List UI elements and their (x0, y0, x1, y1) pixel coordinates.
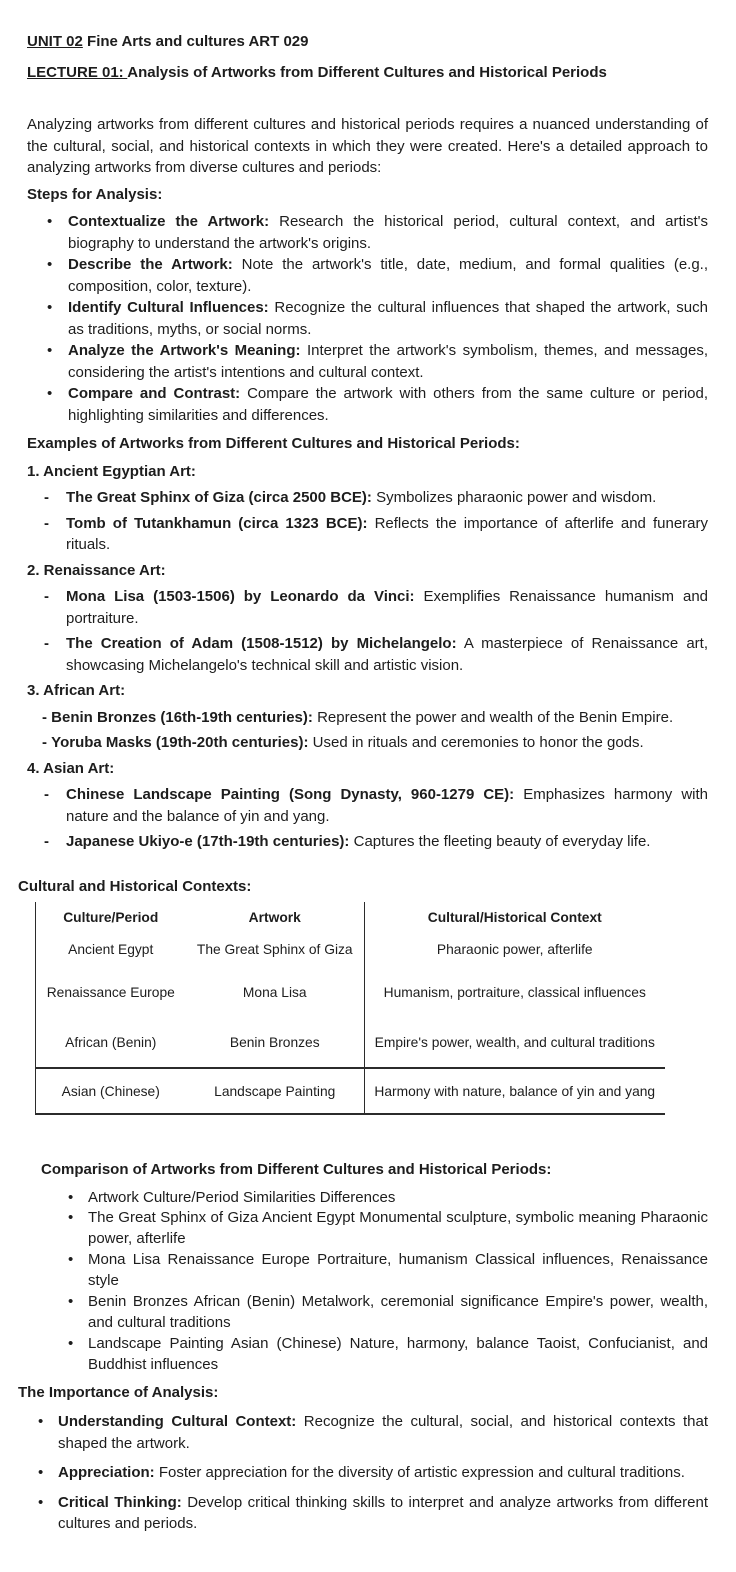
item-body: Interpret the artwork's symbolism, themes, and messages, considering the artist's intentions and cultural context. (68, 342, 708, 381)
bullet-icon: • (38, 1413, 44, 1431)
examples-heading: Examples of Artworks from Different Cultures and Historical Periods: (27, 435, 520, 452)
list-item-text (66, 586, 708, 629)
list-item-text (66, 784, 708, 827)
item-body: Captures the fleeting beauty of everyday life. (353, 833, 651, 850)
table-cell: African (Benin) (36, 1018, 186, 1068)
bullet-icon: • (47, 342, 53, 359)
item-body: Reflects the importance of afterlife and funerary rituals. (66, 514, 708, 553)
table-cell: Mona Lisa (242, 984, 307, 1000)
group-title: 3. African Art: (27, 682, 126, 699)
list-item-text (66, 831, 708, 853)
item-body: Research the historical period, cultural context, and artist's biography to understand the artwork's origins. (68, 213, 708, 252)
example-group-egyptian (27, 461, 708, 556)
item-lead: Mona Lisa (1503-1506) by Leonardo da Vinci: (66, 588, 415, 605)
list-item (38, 1492, 708, 1535)
item-body: Develop critical thinking skills to interpret and analyze artworks from different cultures and periods. (58, 1493, 708, 1533)
example-group-african (27, 680, 708, 754)
item-lead: Benin Bronzes (16th-19th centuries): (51, 708, 313, 726)
example-group-renaissance (27, 560, 708, 677)
list-item-text (68, 297, 708, 340)
unit-title (27, 31, 708, 53)
item-lead: Japanese Ukiyo-e (17th-19th centuries): (66, 833, 350, 850)
intro-paragraph: Analyzing artworks from different cultures and historical periods requires a nuanced understanding of the cultural, social, and historical contexts in which they were created. Here's a detailed approach to analyzing artworks from diverse cultures and periods: (27, 116, 708, 176)
contexts-heading: Cultural and Historical Contexts: (18, 877, 252, 895)
list-item-text (68, 383, 708, 426)
group-title: 1. Ancient Egyptian Art: (27, 462, 196, 480)
table-row (36, 1018, 665, 1068)
dash-marker: - (42, 734, 47, 751)
item-lead: Yoruba Masks (19th-20th centuries): (51, 734, 309, 751)
comparison-heading: Comparison of Artworks from Different Cultures and Historical Periods: (41, 1161, 552, 1178)
dash-marker: - (44, 588, 49, 605)
list-item (44, 487, 708, 509)
bullet-icon: • (68, 1188, 74, 1206)
list-item (44, 784, 708, 827)
comparison-list (27, 1188, 708, 1376)
table-cell: Renaissance Europe (36, 966, 186, 1018)
bullet-icon: • (68, 1334, 74, 1352)
item-lead: The Creation of Adam (1508-1512) by Michelangelo: (66, 635, 457, 652)
column-header: Culture/Period (36, 902, 186, 932)
table-cell: Benin Bronzes (229, 1035, 320, 1050)
example-group-asian (27, 758, 708, 853)
bullet-icon: • (68, 1251, 74, 1269)
comparison-section (27, 1159, 708, 1376)
list-item-text (68, 211, 708, 254)
bullet-icon: • (68, 1293, 74, 1311)
list-item (68, 1334, 708, 1376)
table-cell: Ancient Egypt (36, 932, 186, 966)
list-item (47, 383, 708, 426)
group-title: 2. Renaissance Art: (27, 561, 166, 579)
list-item (68, 1208, 708, 1250)
list-item-text (66, 633, 708, 676)
list-item-text (68, 340, 708, 383)
list-item (68, 1292, 708, 1334)
item-body: Note the artwork's title, date, medium, and formal qualities (e.g., composition, color, texture). (68, 256, 709, 295)
item-lead: Describe the Artwork: (68, 256, 233, 273)
table-cell: Humanism, portraiture, classical influences (365, 966, 665, 1018)
unit-label: UNIT 02 (27, 33, 83, 50)
list-item-text: Landscape Painting Asian (Chinese) Nature, harmony, balance Taoist, Confucianist, and Buddhist influences (88, 1334, 708, 1373)
table-cell: Pharaonic power, afterlife (365, 932, 665, 966)
list-item (47, 297, 708, 340)
contexts-section (18, 876, 708, 1116)
item-lead: Analyze the Artwork's Meaning: (68, 342, 301, 359)
list-item (68, 1250, 708, 1292)
importance-section (18, 1382, 708, 1535)
table-row (36, 966, 665, 1018)
list-item-text (58, 1411, 708, 1454)
table-header-row (36, 902, 665, 932)
item-lead: Critical Thinking: (58, 1493, 182, 1511)
unit-title-text: Fine Arts and cultures ART 029 (82, 33, 309, 50)
list-item (44, 633, 708, 676)
examples-section (27, 433, 708, 853)
item-lead: Identify Cultural Influences: (68, 299, 269, 316)
dash-marker: - (44, 786, 49, 803)
bullet-icon: • (47, 256, 53, 273)
lecture-label: LECTURE 01: (27, 63, 128, 81)
column-header: Artwork (248, 910, 301, 925)
item-body: Foster appreciation for the diversity of artistic expression and cultural traditions. (158, 1464, 685, 1482)
item-lead: Compare and Contrast: (68, 385, 241, 402)
dash-marker: - (44, 489, 49, 506)
item-body: Exemplifies Renaissance humanism and portraiture. (66, 588, 709, 627)
list-item (42, 707, 708, 729)
steps-heading: Steps for Analysis: (27, 185, 163, 203)
item-lead: Understanding Cultural Context: (58, 1413, 297, 1431)
group-title: 4. Asian Art: (27, 759, 115, 777)
list-item-text (58, 1492, 708, 1535)
table-cell: Asian (Chinese) (36, 1068, 186, 1114)
list-item (42, 732, 708, 754)
list-item (44, 513, 708, 556)
dash-marker: - (42, 708, 47, 726)
dash-marker: - (44, 635, 49, 652)
list-item-text (58, 1462, 708, 1484)
dash-marker: - (44, 514, 49, 532)
item-body: A masterpiece of Renaissance art, showcasing Michelangelo's technical skill and artistic vision. (66, 635, 709, 674)
item-body: Represent the power and wealth of the Benin Empire. (317, 708, 674, 726)
list-item-text (66, 487, 708, 509)
list-item-text: Mona Lisa Renaissance Europe Portraiture, humanism Classical influences, Renaissance style (88, 1251, 708, 1290)
lecture-title (27, 62, 708, 84)
item-body: Emphasizes harmony with nature and the balance of yin and yang. (66, 786, 708, 825)
item-lead: Tomb of Tutankhamun (circa 1323 BCE): (66, 514, 368, 532)
steps-section (27, 184, 708, 427)
contexts-table (35, 902, 665, 1115)
lecture-title-text: Analysis of Artworks from Different Cultures and Historical Periods (127, 63, 607, 81)
item-lead: Chinese Landscape Painting (Song Dynasty, 960-1279 CE): (66, 786, 515, 803)
table-cell: Harmony with nature, balance of yin and yang (365, 1068, 665, 1114)
item-lead: Contextualize the Artwork: (68, 213, 270, 230)
item-lead: The Great Sphinx of Giza (circa 2500 BCE): (66, 489, 372, 506)
item-body: Used in rituals and ceremonies to honor the gods. (312, 734, 644, 751)
item-body: Symbolizes pharaonic power and wisdom. (376, 489, 657, 506)
list-item (47, 254, 708, 297)
item-body: Recognize the cultural, social, and historical contexts that shaped the artwork. (58, 1413, 708, 1452)
list-item (44, 831, 708, 853)
table-row (36, 1068, 665, 1114)
item-body: Recognize the cultural influences that shaped the artwork, such as traditions, myths, or social norms. (68, 299, 708, 338)
column-header: Cultural/Historical Context (365, 902, 665, 932)
bullet-icon: • (68, 1209, 74, 1227)
bullet-icon: • (38, 1493, 44, 1511)
item-body: Compare the artwork with others from the same culture or period, highlighting similarities and differences. (68, 385, 709, 424)
list-item (44, 586, 708, 629)
dash-marker: - (44, 833, 49, 850)
list-item-text: The Great Sphinx of Giza Ancient Egypt Monumental sculpture, symbolic meaning Pharaonic power, afterlife (88, 1209, 708, 1248)
list-item (47, 340, 708, 383)
table-cell: Landscape Painting (186, 1068, 365, 1114)
table-cell: Empire's power, wealth, and cultural traditions (365, 1018, 665, 1068)
bullet-icon: • (47, 299, 53, 316)
item-lead: Appreciation: (58, 1464, 155, 1482)
list-item-text (66, 513, 708, 556)
table-cell: The Great Sphinx of Giza (196, 941, 353, 957)
bullet-icon: • (47, 213, 53, 230)
list-item (38, 1462, 708, 1484)
bullet-icon: • (47, 385, 53, 402)
list-item-text (68, 254, 708, 297)
list-item (68, 1188, 708, 1209)
bullet-icon: • (38, 1464, 44, 1482)
list-item (38, 1411, 708, 1454)
importance-heading: The Importance of Analysis: (18, 1383, 219, 1401)
list-item-text: Artwork Culture/Period Similarities Differences (88, 1188, 396, 1206)
list-item (47, 211, 708, 254)
list-item-text: Benin Bronzes African (Benin) Metalwork, ceremonial significance Empire's power, wealth, and cultural traditions (88, 1293, 708, 1331)
table-row (36, 932, 665, 966)
